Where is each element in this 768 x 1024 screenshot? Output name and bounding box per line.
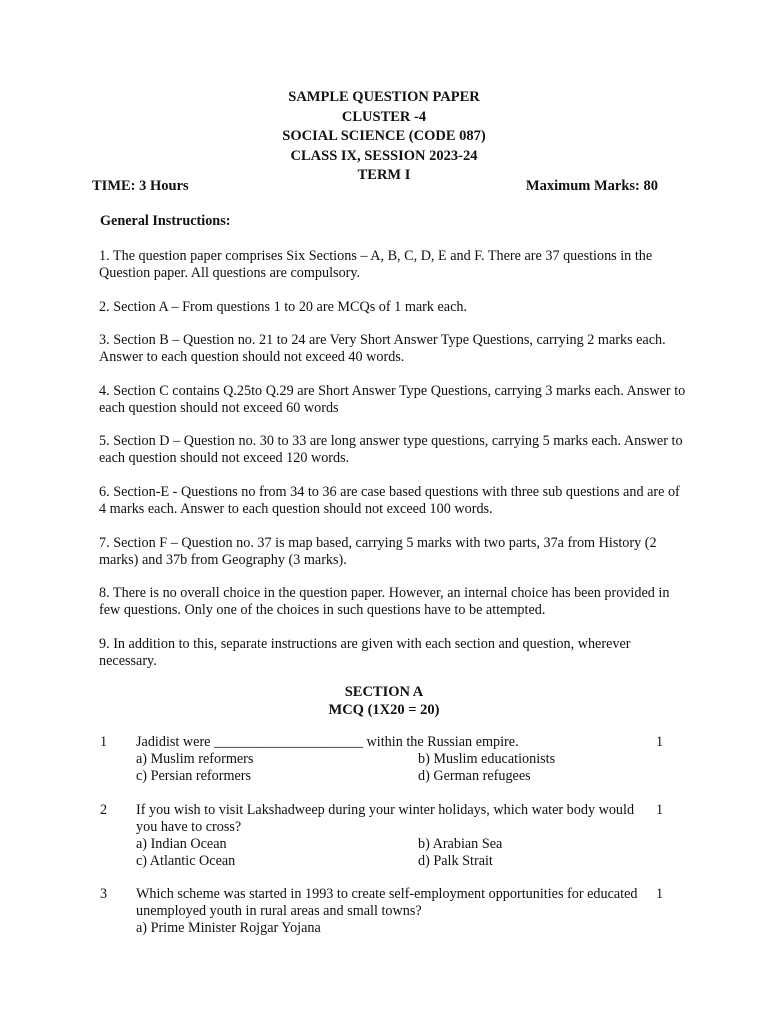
max-marks-label: Maximum Marks: 80 (525, 178, 658, 194)
section-subtitle: MCQ (1X20 = 20) (328, 701, 440, 718)
questions-list (100, 734, 670, 954)
option-b: b) Muslim educationists (418, 751, 556, 767)
question-item (100, 734, 670, 785)
question-number: 1 (100, 734, 108, 750)
time-label: TIME: 3 Hours (92, 178, 189, 194)
instruction-item: 6. Section-E - Questions no from 34 to 36 are case based questions with three sub questions and are of 4 marks each. Answer to each question should not exceed 100 words. (99, 483, 680, 517)
question-marks: 1 (656, 801, 664, 818)
option-c: c) Atlantic Ocean (136, 852, 236, 869)
question-text: Which scheme was started in 1993 to create self-employment opportunities for educated unemployed youth in rural areas and small towns? (136, 886, 638, 919)
question-item (100, 886, 670, 937)
option-a: a) Prime Minister Rojgar Yojana (136, 920, 321, 936)
section-heading (0, 684, 768, 719)
option-d: d) German refugees (418, 768, 531, 784)
instruction-item: 2. Section A – From questions 1 to 20 are MCQs of 1 mark each. (99, 298, 468, 315)
question-text: If you wish to visit Lakshadweep during your winter holidays, which water body would you have to cross? (136, 801, 635, 835)
cluster-label: CLUSTER -4 (341, 108, 427, 125)
option-a: a) Muslim reformers (136, 751, 254, 767)
instruction-item: 9. In addition to this, separate instructions are given with each section and question, wherever necessary. (99, 635, 631, 669)
general-instructions-title: General Instructions: (100, 213, 231, 229)
instructions-list (99, 248, 689, 686)
question-marks: 1 (656, 734, 664, 750)
instruction-item: 3. Section B – Question no. 21 to 24 are Very Short Answer Type Questions, carrying 2 marks each. Answer to each question should not exceed 40 words. (99, 332, 666, 366)
paper-header (0, 88, 768, 186)
question-marks: 1 (656, 886, 664, 902)
question-number: 3 (100, 886, 108, 902)
question-text: Jadidist were _____________________ within the Russian empire. (136, 734, 519, 750)
instruction-item: 8. There is no overall choice in the question paper. However, an internal choice has been provided in few questions. Only one of the choices in such questions have to be attempted. (99, 585, 670, 619)
section-title: SECTION A (344, 684, 424, 700)
question-item (100, 802, 670, 870)
instruction-item: 7. Section F – Question no. 37 is map based, carrying 5 marks with two parts, 37a from History (2 marks) and 37b from Geography (3 marks). (99, 534, 657, 568)
paper-title: SAMPLE QUESTION PAPER (288, 89, 480, 105)
subject-label: SOCIAL SCIENCE (CODE 087) (282, 128, 486, 144)
instruction-item: 4. Section C contains Q.25to Q.29 are Short Answer Type Questions, carrying 3 marks each. Answer to each question should not exceed 60 words (99, 382, 686, 416)
option-b: b) Arabian Sea (418, 835, 503, 852)
class-session-label: CLASS IX, SESSION 2023-24 (290, 147, 478, 164)
option-a: a) Indian Ocean (136, 835, 227, 852)
instruction-item: 1. The question paper comprises Six Sections – A, B, C, D, E and F. There are 37 questions in the Question paper. All questions are compulsory. (99, 248, 653, 281)
question-number: 2 (100, 801, 108, 818)
option-d: d) Palk Strait (418, 852, 493, 869)
option-c: c) Persian reformers (136, 768, 252, 784)
term-label: TERM I (357, 167, 411, 183)
instruction-item: 5. Section D – Question no. 30 to 33 are long answer type questions, carrying 5 marks each. Answer to each question should not exceed 120 words. (99, 433, 683, 467)
